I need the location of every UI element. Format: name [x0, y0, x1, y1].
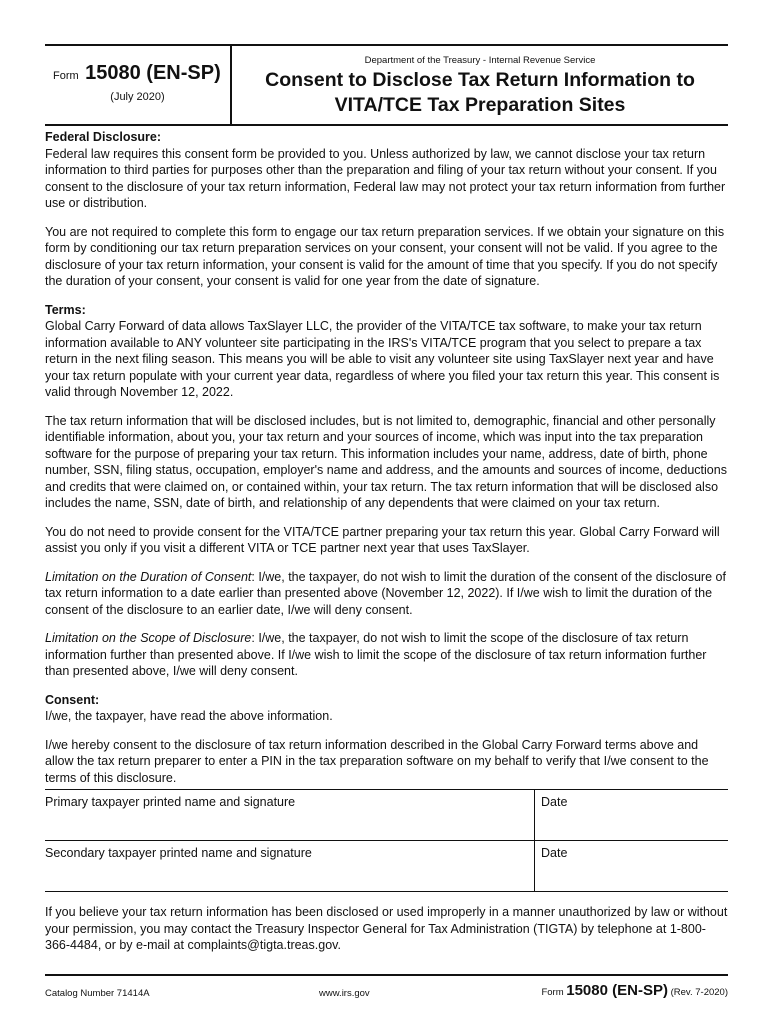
tigta-notice: If you believe your tax return information has been disclosed or used improperly in a manner unauthorized by law or without your permission, you may contact the Treasury Inspector General for Tax Administration (TIGTA) by telephone at 1-800-366-4484, or by e-mail at complaints@tigta.treas.gov.: [45, 905, 728, 952]
form-number: 15080 (EN-SP): [85, 62, 221, 84]
scope-limitation: [45, 630, 728, 680]
irs-website: www.irs.gov: [319, 988, 370, 999]
form-date: (July 2020): [110, 91, 165, 103]
terms-paragraph-1: Global Carry Forward of data allows TaxSlayer LLC, the provider of the VITA/TCE tax software, to make your tax return information available to ANY volunteer site participating in the IRS's VITA/TCE program that you select to prepare a tax return in the next filing season. This means you will be able to visit any volunteer site using TaxSlayer next year and have your tax return populate with your current year data, regardless of where you filed your tax return this year. This consent is valid through November 12, 2022.: [45, 319, 720, 399]
catalog-number: Catalog Number 71414A: [45, 988, 150, 999]
footer-form-word: Form: [541, 987, 564, 998]
footer-form-number: 15080 (EN-SP): [566, 982, 668, 999]
footer-form-id: [541, 982, 728, 999]
terms-heading: Terms:: [45, 302, 86, 317]
duration-label: Limitation on the Duration of Consent: [45, 569, 252, 584]
primary-date-field[interactable]: [534, 790, 728, 840]
primary-date-label: Date: [541, 795, 568, 809]
department: Department of the Treasury - Internal Revenue Service: [364, 55, 596, 66]
form-number-line: [53, 62, 221, 85]
secondary-signature-label: Secondary taxpayer printed name and signature: [45, 846, 312, 860]
scope-text: : I/we, the taxpayer, do not wish to limit the scope of the disclosure of tax return information further than presented above. If I/we wish to limit the scope of the disclosure of tax return information further than presented above, I/we will deny consent.: [45, 631, 707, 678]
federal-disclosure-paragraph-2: You are not required to complete this form to engage our tax return preparation services. If we obtain your signature on this form by conditioning our tax return preparation services on your consent, your consent will not be valid. If you agree to the disclosure of your tax return information, your consent is valid for the amount of time that you specify. If you do not specify the duration of your consent, your consent is valid for one year from the date of signature.: [45, 224, 725, 288]
form-body: [45, 129, 728, 954]
signature-table: [45, 789, 728, 892]
consent-heading: Consent:: [45, 692, 100, 707]
form-footer: [45, 974, 728, 1006]
footer-revision: (Rev. 7-2020): [670, 987, 728, 998]
secondary-signature-row: [45, 840, 728, 891]
form-header: [45, 44, 728, 126]
title-box: [232, 46, 728, 124]
primary-signature-field[interactable]: [45, 790, 534, 840]
form-title: [232, 68, 728, 118]
consent-paragraph-2: I/we hereby consent to the disclosure of tax return information described in the Global Carry Forward terms above and allow the tax return preparer to enter a PIN in the tax preparation software on my behalf to verify that I/we consent to the terms of this disclosure.: [45, 737, 709, 785]
title-line-1: Consent to Disclose Tax Return Information to: [265, 69, 695, 91]
terms-paragraph-2: The tax return information that will be disclosed includes, but is not limited to, demographic, financial and other personally identifiable information, about you, your tax return and your sources of income, which was input into the tax preparation software for the purpose of preparing your tax return. This information includes your name, address, date of birth, phone number, SSN, filing status, occupation, employer's name and address, and the amounts and sources of income, deductions and credits that were claimed on, or contained within, your tax return. The tax return information that will be disclosed also includes the name, SSN, date of birth, and relationship of any dependents that were claimed on your tax return.: [45, 413, 727, 510]
form-word: Form: [53, 70, 79, 82]
form-id-box: [45, 46, 232, 124]
primary-signature-label: Primary taxpayer printed name and signature: [45, 795, 296, 809]
title-line-2: VITA/TCE Tax Preparation Sites: [334, 94, 626, 116]
primary-signature-row: [45, 790, 728, 840]
scope-label: Limitation on the Scope of Disclosure: [45, 631, 252, 645]
federal-disclosure-paragraph-1: Federal law requires this consent form be provided to you. Unless authorized by law, we cannot disclose your tax return information to third parties for purposes other than the preparation and filing of your tax return without your consent. If you consent to the disclosure of your tax return information, Federal law may not protect your tax return information from further use or distribution.: [45, 146, 726, 210]
duration-text: : I/we, the taxpayer, do not wish to limit the duration of the consent of the disclosure of tax return information to a date earlier than presented above (November 12, 2022). If I/we wish to limit the duration of the consent of the disclosure to an earlier date, I/we will deny consent.: [45, 569, 726, 617]
consent-paragraph-1: I/we, the taxpayer, have read the above information.: [45, 709, 333, 723]
federal-disclosure-heading: Federal Disclosure:: [45, 130, 162, 144]
form-page: [45, 44, 728, 954]
secondary-date-label: Date: [541, 846, 568, 860]
secondary-signature-field[interactable]: [45, 841, 534, 891]
terms-paragraph-3: You do not need to provide consent for the VITA/TCE partner preparing your tax return this year. Global Carry Forward will assist you only if you visit a different VITA or TCE partner next year that uses TaxSlayer.: [45, 524, 720, 555]
duration-limitation: [45, 569, 728, 619]
secondary-date-field[interactable]: [534, 841, 728, 891]
